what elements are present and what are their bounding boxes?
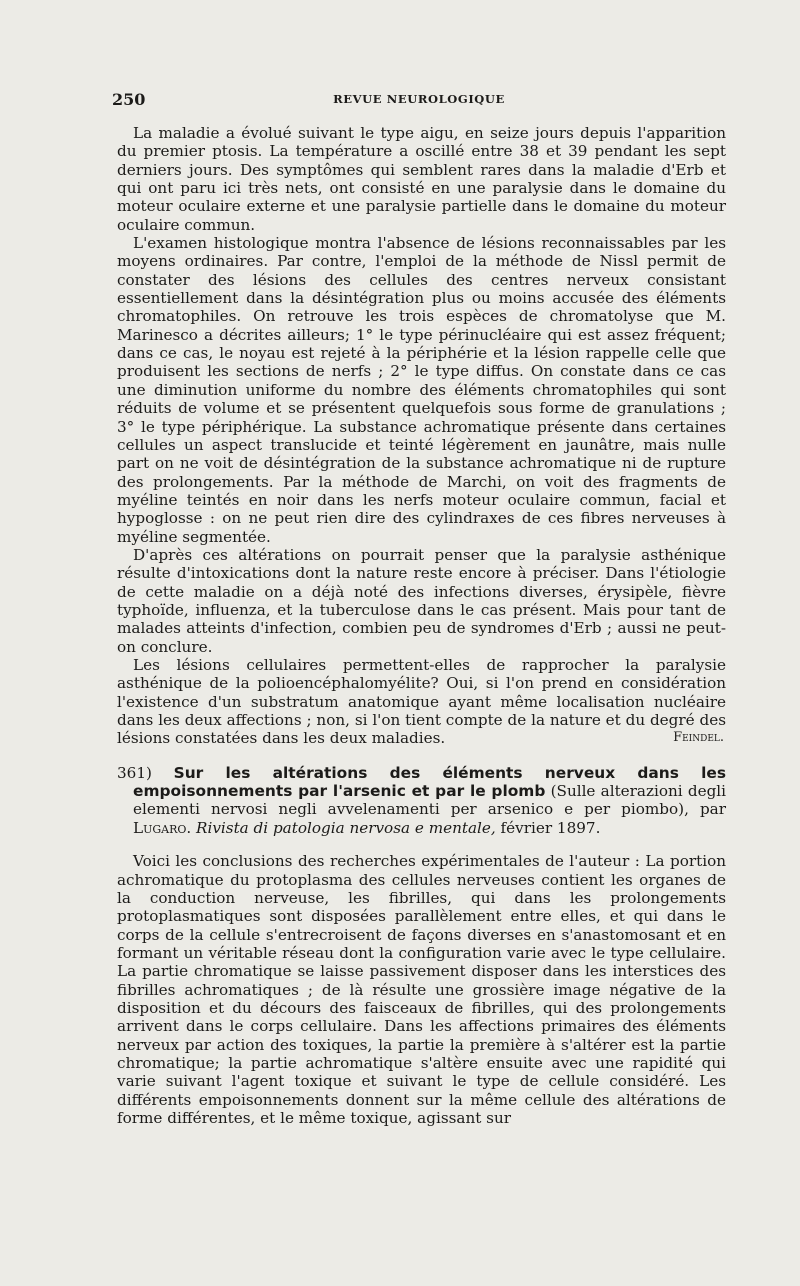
paragraph: D'après ces altérations on pourrait penser que la paralysie asthénique résulte d'intoxications dont la nature reste encore à préciser. Dans l'étiologie de cette maladie on a déjà noté des infections diverses, érysipèle, fièvre typhoïde, influenza, et la tuberculose dans le cas présent. Mais pour tant de malades atteints d'infection, combien peu de syndromes d'Erb ; aussi ne peut-on conclure. <box>117 545 726 656</box>
entry-date: février 1897. <box>500 818 601 837</box>
entry-body: Voici les conclusions des recherches expérimentales de l'auteur : La portion achromatique du protoplasma des cellules nerveuses contient les organes de la conduction nerveuse, les fibrilles, qui dans les prolongements protoplasmatiques sont disposées parallèlement entre elles, et qui dans le corps de la cellule s'entrecroisent de façons diverses en s'anastomosant et en formant un véritable réseau dont la configuration varie avec le type cellulaire. La partie chromatique se laisse passivement disposer dans les interstices des fibrilles achromatiques ; de là résulte une grossière image négative de la disposition et du décours des faisceaux de fibrilles, qui des prolongements arrivent dans le corps cellulaire. Dans les affections primaires des éléments nerveux par action des toxiques, la partie la première à s'altérer est la partie chromatique; la partie achromatique s'altère ensuite avec une rapidité qui varie suivant l'agent toxique et suivant le type de cellule considéré. Les différents empoisonnements donnent sur la même cellule des altérations de forme différentes, et le même toxique, agissant sur <box>117 852 726 1128</box>
review-entry-heading <box>117 764 726 837</box>
page-body <box>117 124 726 1127</box>
paragraph: L'examen histologique montra l'absence de lésions reconnaissables par les moyens ordinaires. Par contre, l'emploi de la méthode de Nissl permit de constater des lésions des cellules des centres nerveux consistant essentiellement dans la désintégration plus ou moins accusée des éléments chromatophiles. On retrouve les trois espèces de chromatolyse que M. Marinesco a décrites ailleurs; 1° le type périnucléaire qui est assez fréquent; dans ce cas, le noyau est rejeté à la périphérie et la lésion rappelle celle que produisent les sections de nerfs ; 2° le type diffus. On constate dans ce cas une diminution uniforme du nombre des éléments chromatophiles qui sont réduits de volume et se présentent quelquefois sous forme de granulations ; 3° le type périphérique. La substance achromatique présente dans certaines cellules un aspect translucide et teinté légèrement en jaunâtre, mais nulle part on ne voit de désintégration de la substance achromatique ni de rupture des prolongements. Par la méthode de Marchi, on voit des fragments de myéline teintés en noir dans les nerfs moteur oculaire commun, facial et hypoglosse : on ne peut rien dire des cylindraxes de ces fibres nerveuses à myéline segmentée. <box>117 234 726 546</box>
paragraph <box>117 656 726 748</box>
paragraph: La maladie a évolué suivant le type aigu, en seize jours depuis l'apparition du premier ptosis. La température a oscillé entre 38 et 39 pendant les sept derniers jours. Des symptômes qui semblent rares dans la maladie d'Erb et qui ont paru ici très nets, ont consisté en une paralysie dans le domaine du moteur oculaire externe et une paralysie partielle dans le domaine du moteur oculaire commun. <box>117 124 726 234</box>
running-title: REVUE NEUROLOGIQUE <box>333 92 505 106</box>
entry-title: Sur les altérations des éléments nerveux dans les empoisonnements par l'arsenic et par le plomb <box>133 763 727 801</box>
entry-author: Lugaro. <box>133 818 192 837</box>
entry-subtitle: (Sulle alterazioni degli elementi nervosi negli avvelenamenti per arsenico e per piombo), par <box>133 782 727 819</box>
page-number: 250 <box>112 90 146 109</box>
paragraph-text: Les lésions cellulaires permettent-elles de rapprocher la paralysie asthénique de la polioencéphalomyélite? Oui, si l'on prend en considération l'existence d'un substratum anatomique ayant même localisation nucléaire dans les deux affections ; non, si l'on tient compte de la nature et du degré des lésions constatées dans les deux maladies. <box>117 655 726 748</box>
entry-journal: Rivista di patologia nervosa e mentale, <box>196 818 496 837</box>
author-signature: Feindel. <box>673 730 724 746</box>
entry-number: 361) <box>117 763 152 782</box>
page-header <box>112 90 726 112</box>
